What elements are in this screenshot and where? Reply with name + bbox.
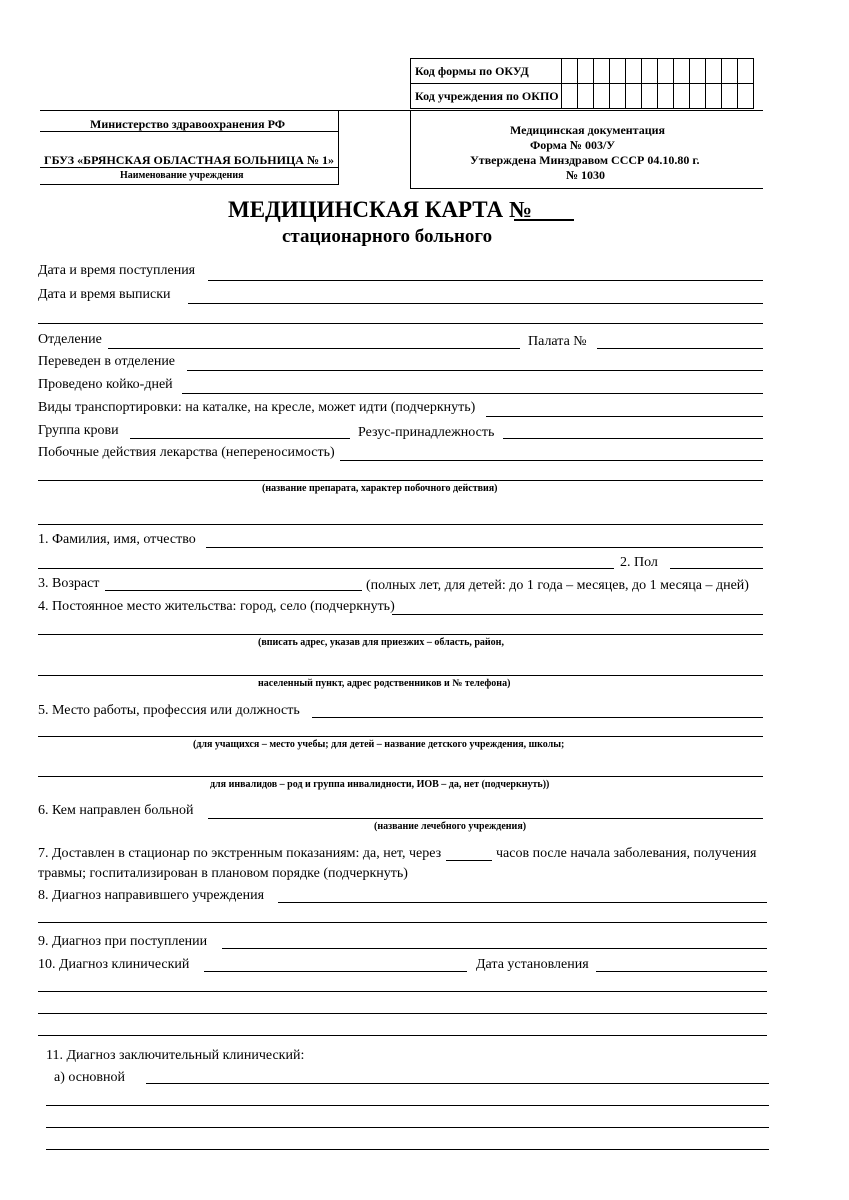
diag-clinical-field-3[interactable] <box>38 1013 767 1014</box>
okpo-cell[interactable] <box>562 84 578 109</box>
okpo-cell[interactable] <box>706 84 722 109</box>
okud-cell[interactable] <box>738 59 754 84</box>
side-effects-field-3[interactable] <box>38 524 763 525</box>
okud-cell[interactable] <box>562 59 578 84</box>
work-caption-2: для инвалидов – род и группа инвалидности, ИОВ – да, нет (подчеркнуть)) <box>210 779 550 790</box>
okud-cell[interactable] <box>658 59 674 84</box>
doc-line-2: Форма № 003/У <box>530 138 616 152</box>
header-bottom-rule-right <box>410 188 763 189</box>
delivered-text-a: 7. Доставлен в стационар по экстренным показаниям: да, нет, через <box>38 846 442 861</box>
institution-rule <box>40 167 338 168</box>
work-field[interactable] <box>312 717 763 718</box>
okpo-cell[interactable] <box>738 84 754 109</box>
fio-field-2[interactable] <box>38 568 614 569</box>
okpo-cell[interactable] <box>642 84 658 109</box>
okud-cell[interactable] <box>674 59 690 84</box>
diag-main-field-3[interactable] <box>46 1127 769 1128</box>
transport-label: Виды транспортировки: на каталке, на кресле, может идти (подчеркнуть) <box>38 400 476 415</box>
referred-caption: (название лечебного учреждения) <box>374 821 527 832</box>
side-effects-caption: (название препарата, характер побочного действия) <box>262 483 498 494</box>
header-bottom-rule-left <box>40 184 338 185</box>
card-subtitle: стационарного больного <box>282 226 493 247</box>
transferred-label: Переведен в отделение <box>38 354 176 369</box>
age-field[interactable] <box>105 590 362 591</box>
residence-caption-2: населенный пункт, адрес родственников и № телефона) <box>258 678 511 689</box>
delivered-text-c: травмы; госпитализирован в плановом порядке (подчеркнуть) <box>38 866 408 881</box>
ward-label: Палата № <box>528 334 587 349</box>
age-note: (полных лет, для детей: до 1 года – месяцев, до 1 месяца – дней) <box>366 578 749 593</box>
okud-cell[interactable] <box>626 59 642 84</box>
okud-cell[interactable] <box>722 59 738 84</box>
header-divider-left <box>338 110 339 185</box>
card-number-field[interactable] <box>514 219 574 221</box>
sex-label: 2. Пол <box>620 555 658 570</box>
header-top-rule <box>40 110 763 111</box>
residence-label: 4. Постоянное место жительства: город, село (подчеркнуть) <box>38 599 395 614</box>
institution-caption: Наименование учреждения <box>120 170 244 181</box>
rhesus-field[interactable] <box>503 438 763 439</box>
okpo-cell[interactable] <box>578 84 594 109</box>
diag-main-field-4[interactable] <box>46 1149 769 1150</box>
okud-row <box>411 59 754 84</box>
institution-name: ГБУЗ «БРЯНСКАЯ ОБЛАСТНАЯ БОЛЬНИЦА № 1» <box>44 153 334 167</box>
diag-clinical-field[interactable] <box>204 971 467 972</box>
diag-main-label: а) основной <box>54 1070 126 1085</box>
blood-group-field[interactable] <box>130 438 350 439</box>
work-caption-1: (для учащихся – место учебы; для детей – название детского учреждения, школы; <box>193 739 565 750</box>
diag-final-label: 11. Диагноз заключительный клинический: <box>46 1048 305 1063</box>
doc-line-1: Медицинская документация <box>510 123 666 137</box>
side-effects-field[interactable] <box>340 460 763 461</box>
okpo-cell[interactable] <box>610 84 626 109</box>
transferred-field[interactable] <box>187 370 763 371</box>
department-label: Отделение <box>38 332 102 347</box>
transport-field[interactable] <box>486 416 763 417</box>
residence-caption-1: (вписать адрес, указав для приезжих – область, район, <box>258 637 504 648</box>
discharge-label: Дата и время выписки <box>38 287 171 302</box>
okpo-cell[interactable] <box>674 84 690 109</box>
doc-line-4: № 1030 <box>566 168 606 182</box>
okud-cell[interactable] <box>610 59 626 84</box>
bed-days-field[interactable] <box>182 393 763 394</box>
diag-main-field[interactable] <box>146 1083 769 1084</box>
okud-cell[interactable] <box>642 59 658 84</box>
diag-admission-field[interactable] <box>222 948 767 949</box>
admission-label: Дата и время поступления <box>38 263 196 278</box>
okud-label: Код формы по ОКУД <box>411 59 562 84</box>
referred-field[interactable] <box>208 818 763 819</box>
okud-cell[interactable] <box>578 59 594 84</box>
card-title: МЕДИЦИНСКАЯ КАРТА № <box>228 197 532 222</box>
diag-referring-label: 8. Диагноз направившего учреждения <box>38 888 265 903</box>
bed-days-label: Проведено койко-дней <box>38 377 173 392</box>
side-effects-field-2[interactable] <box>38 480 763 481</box>
diag-date-label: Дата установления <box>476 957 589 972</box>
diag-referring-field-2[interactable] <box>38 922 767 923</box>
ministry-name: Министерство здравоохранения РФ <box>90 117 286 131</box>
age-label: 3. Возраст <box>38 576 100 591</box>
fio-field[interactable] <box>206 547 763 548</box>
residence-field[interactable] <box>392 614 763 615</box>
work-field-2[interactable] <box>38 736 763 737</box>
diag-referring-field[interactable] <box>278 902 767 903</box>
header-divider-right <box>410 110 411 188</box>
okpo-label: Код учреждения по ОКПО <box>411 84 562 109</box>
blood-group-label: Группа крови <box>38 423 119 438</box>
referred-label: 6. Кем направлен больной <box>38 803 194 818</box>
rhesus-label: Резус-принадлежность <box>358 425 495 440</box>
department-field[interactable] <box>108 348 520 349</box>
delivered-text-b: часов после начала заболевания, получения <box>496 846 757 861</box>
work-label: 5. Место работы, профессия или должность <box>38 703 300 718</box>
side-effects-label: Побочные действия лекарства (непереносимость) <box>38 445 335 460</box>
okpo-cell[interactable] <box>690 84 706 109</box>
okpo-cell[interactable] <box>626 84 642 109</box>
ministry-rule <box>40 131 338 132</box>
okud-cell[interactable] <box>706 59 722 84</box>
diag-admission-label: 9. Диагноз при поступлении <box>38 934 208 949</box>
okpo-row <box>411 84 754 109</box>
extra-line[interactable] <box>38 323 763 324</box>
codes-table <box>410 58 754 109</box>
discharge-field[interactable] <box>188 303 763 304</box>
okud-cell[interactable] <box>594 59 610 84</box>
residence-field-2[interactable] <box>38 634 763 635</box>
sex-field[interactable] <box>670 568 763 569</box>
diag-main-field-2[interactable] <box>46 1105 769 1106</box>
delivered-hours-field[interactable] <box>446 860 492 861</box>
diag-clinical-label: 10. Диагноз клинический <box>38 957 190 972</box>
admission-field[interactable] <box>208 280 763 281</box>
diag-clinical-field-4[interactable] <box>38 1035 767 1036</box>
okud-cell[interactable] <box>690 59 706 84</box>
work-field-3[interactable] <box>38 776 763 777</box>
okpo-cell[interactable] <box>658 84 674 109</box>
diag-date-field[interactable] <box>596 971 767 972</box>
doc-line-3: Утверждена Минздравом СССР 04.10.80 г. <box>470 153 700 167</box>
residence-field-3[interactable] <box>38 675 763 676</box>
okpo-cell[interactable] <box>594 84 610 109</box>
diag-clinical-field-2[interactable] <box>38 991 767 992</box>
ward-field[interactable] <box>597 348 763 349</box>
fio-label: 1. Фамилия, имя, отчество <box>38 532 196 547</box>
okpo-cell[interactable] <box>722 84 738 109</box>
